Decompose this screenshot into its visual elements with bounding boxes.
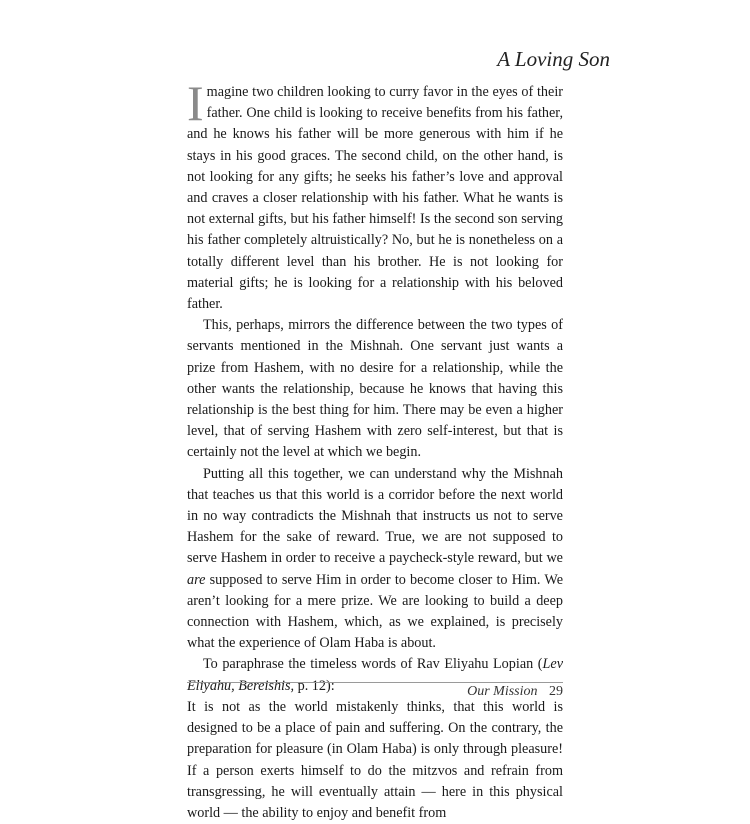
paragraph-3-emphasis: are: [187, 571, 206, 588]
paragraph-2: This, perhaps, mirrors the difference between the two types of servants mentioned in the Mishnah. One servant just wants a prize from Hashem, with no desire for a relationship, while the other wants the relationship, because he knows that having this relationship is the best thing for him. There may be even a higher level, that of serving Hashem with zero self-interest, but that is certainly not the level at which we begin.: [187, 317, 563, 461]
page-number: 29: [549, 684, 563, 699]
paragraph-4-text-b: p. 12):: [294, 677, 335, 694]
footer-rule: [187, 682, 563, 683]
paragraph-1-text: magine two children looking to curry favor in the eyes of their father. One child is looking to receive benefits from his father, and he knows his father will be more generous with him if he stays in his good graces. The second child, on the other hand, is not looking for any gifts; he seeks his father’s love and approval and craves a closer relationship with his father. What he wants is not external gifts, but his father himself! Is the second son serving his father completely altruistically? No, but he is nonetheless on a totally different level than his brother. He is not looking for material gifts; he is looking for a relationship with his beloved father.: [187, 84, 563, 313]
paragraph-1: [187, 75, 563, 315]
paragraph-4-citation: Lev Eliyahu, Bereishis,: [187, 656, 563, 694]
block-quote: It is not as the world mistakenly thinks, that this world is designed to be a place of pain and suffering. On the contrary, the preparation for pleasure (in Olam Haba) is only through pleasure! If a person exerts himself to do the mitzvos and refrain from transgressing, he will eventually attain — here in this physical world — the ability to enjoy and benefit from: [187, 698, 563, 821]
paragraph-3: [187, 464, 563, 655]
drop-cap: I: [187, 75, 204, 131]
chapter-title: A Loving Son: [497, 47, 610, 71]
page-footer: [467, 684, 563, 700]
paragraph-3-text-a: Putting all this together, we can understand why the Mishnah that teaches us that this world is a corridor before the next world in no way contradicts the Mishnah that instructs us not to serve Hashem for the sake of reward. True, we are not supposed to serve Hashem in order to receive a paycheck-style reward, but we: [187, 465, 563, 567]
body-text: [187, 75, 563, 824]
paragraph-3-text-b: supposed to serve Him in order to become closer to Him. We aren’t looking for a mere prize. We are looking to build a deep connection with Hashem, which, as we explained, is precisely what the experience of Olam Haba is about.: [187, 571, 563, 652]
running-title: Our Mission: [467, 684, 538, 699]
paragraph-4-text-a: To paraphrase the timeless words of Rav Eliyahu Lopian (: [203, 656, 543, 673]
